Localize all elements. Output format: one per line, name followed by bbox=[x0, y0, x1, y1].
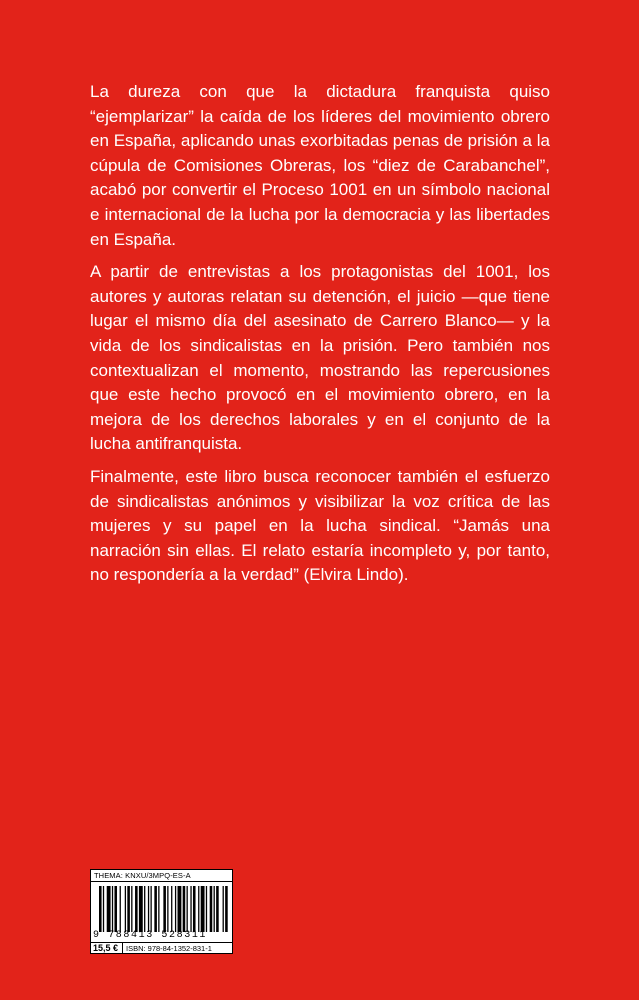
barcode-bar bbox=[206, 886, 207, 932]
barcode-bar bbox=[99, 886, 102, 932]
barcode-bar bbox=[154, 886, 157, 932]
barcode-bar bbox=[114, 886, 117, 932]
barcode-bar bbox=[178, 886, 182, 932]
blurb-paragraph-2: A partir de entrevistas a los protagonistas del 1001, los autores y autoras relatan su detención, el juicio —que tiene lugar el mismo día del asesinato de Carrero Blanco— y la vida de los sindicalistas en la prisión. Pero también nos contextualizan el momento, mostrando las repercusiones que este hecho provocó en el movimiento obrero, en la mejora de los derechos laborales y en el conjunto de la lucha antifranquista. bbox=[90, 262, 550, 454]
barcode-bar bbox=[144, 886, 145, 932]
barcode-digits: 9 788413 528311 bbox=[93, 930, 208, 941]
barcode-bar bbox=[201, 886, 205, 932]
thema-divider bbox=[91, 881, 232, 882]
barcode-bar bbox=[131, 886, 132, 932]
barcode-bar bbox=[112, 886, 113, 932]
barcode-bar bbox=[148, 886, 149, 932]
barcode-bar bbox=[190, 886, 191, 932]
barcode-bar bbox=[198, 886, 199, 932]
blurb-text bbox=[90, 80, 550, 596]
price-label: 15,5 € bbox=[93, 943, 119, 953]
barcode-bar bbox=[167, 886, 168, 932]
barcode-bar bbox=[223, 886, 224, 932]
isbn-label: ISBN: 978-84-1352-831-1 bbox=[126, 944, 212, 953]
barcode-bar bbox=[163, 886, 166, 932]
barcode-bar bbox=[125, 886, 126, 932]
barcode-bar bbox=[171, 886, 172, 932]
barcode-bar bbox=[107, 886, 111, 932]
barcode-bar bbox=[150, 886, 151, 932]
blurb-paragraph-1: La dureza con que la dictadura franquista quiso “ejemplarizar” la caída de los líderes del movimiento obrero en España, aplicando unas exorbitadas penas de prisión a la cúpula de Comisiones Obreras, los “diez de Carabanchel”, acabó por convertir el Proceso 1001 en un símbolo nacional e internacional de la lucha por la democracia y las libertades en España. bbox=[90, 82, 550, 249]
barcode-bar bbox=[120, 886, 121, 932]
barcode-bar bbox=[216, 886, 219, 932]
barcode-label bbox=[90, 869, 233, 954]
thema-code: THEMA: KNXU/3MPQ-ES-A bbox=[94, 871, 191, 880]
barcode-bar bbox=[225, 886, 228, 932]
price-isbn-divider bbox=[122, 942, 123, 954]
blurb-paragraph-3: Finalmente, este libro busca reconocer también el esfuerzo de sindicalistas anónimos y visibilizar la voz crítica de las mujeres y su papel en la lucha sindical. “Jamás una narración sin ellas. El relato estaría incompleto y, por tanto, no respondería a la verdad” (Elvira Lindo). bbox=[90, 466, 550, 585]
barcode-bar bbox=[127, 886, 130, 932]
barcode-bar bbox=[214, 886, 215, 932]
barcode-bar bbox=[158, 886, 159, 932]
barcode-bar bbox=[175, 886, 176, 932]
barcode-bar bbox=[183, 886, 186, 932]
barcode-bar bbox=[103, 886, 104, 932]
barcode-bar bbox=[187, 886, 188, 932]
barcode-bars-icon bbox=[99, 886, 229, 932]
barcode-bar bbox=[210, 886, 213, 932]
barcode-bar bbox=[135, 886, 138, 932]
barcode-bar bbox=[193, 886, 196, 932]
barcode-bar bbox=[139, 886, 143, 932]
